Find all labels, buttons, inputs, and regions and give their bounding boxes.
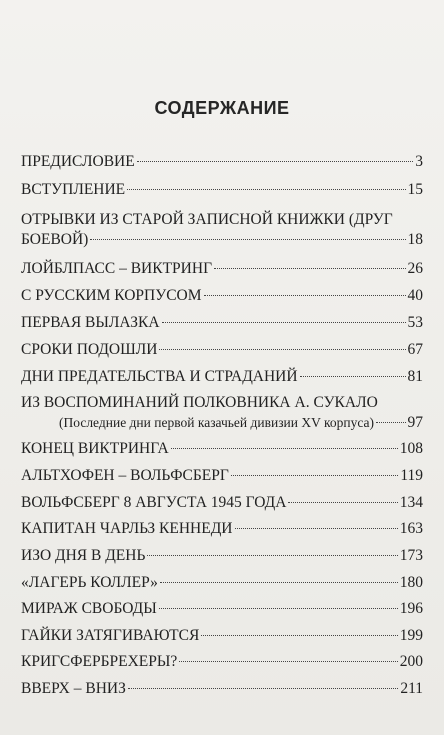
toc-entry-subtitle: (Последние дни первой казачьей дивизии XV корпуса) bbox=[59, 415, 374, 430]
toc-entry-title: ГАЙКИ ЗАТЯГИВАЮТСЯ bbox=[21, 627, 200, 644]
toc-entry-title: АЛЬТХОФЕН – ВОЛЬФСБЕРГ bbox=[21, 467, 229, 484]
toc-entry-title: МИРАЖ СВОБОДЫ bbox=[21, 600, 157, 617]
toc-entry[interactable] bbox=[21, 286, 423, 306]
dot-leader bbox=[147, 555, 397, 556]
dot-leader bbox=[214, 268, 405, 269]
dot-leader bbox=[376, 422, 406, 423]
toc-entry-page: 180 bbox=[399, 574, 423, 591]
dot-leader bbox=[159, 349, 405, 350]
toc-entry-page: 40 bbox=[407, 287, 423, 304]
dot-leader bbox=[90, 239, 405, 240]
toc-entry-page: 134 bbox=[399, 494, 423, 511]
toc-entry[interactable] bbox=[21, 180, 423, 200]
dot-leader bbox=[128, 688, 398, 689]
dot-leader bbox=[127, 189, 405, 190]
toc-entry[interactable] bbox=[21, 259, 423, 279]
toc-entry-title: КРИГСФЕРБРЕХЕРЫ? bbox=[21, 653, 178, 670]
dot-leader bbox=[231, 475, 399, 476]
toc-entry-page: 196 bbox=[399, 600, 423, 617]
toc-entry-page: 97 bbox=[407, 414, 423, 431]
toc-entry-page: 3 bbox=[415, 153, 423, 170]
toc-entry-page: 81 bbox=[407, 368, 423, 385]
toc-entry-title: ПРЕДИСЛОВИЕ bbox=[21, 153, 135, 170]
toc-entry[interactable] bbox=[21, 340, 423, 360]
toc-entry-page: 119 bbox=[400, 467, 423, 484]
toc-entry[interactable] bbox=[21, 679, 423, 699]
toc-entry-title: «ЛАГЕРЬ КОЛЛЕР» bbox=[21, 574, 158, 591]
toc-entry[interactable] bbox=[21, 546, 423, 566]
toc-entry-page: 15 bbox=[407, 181, 423, 198]
toc-entry-title: ДНИ ПРЕДАТЕЛЬСТВА И СТРАДАНИЙ bbox=[21, 368, 298, 385]
toc-entry[interactable] bbox=[21, 493, 423, 513]
toc-entry[interactable] bbox=[21, 599, 423, 619]
dot-leader bbox=[204, 295, 406, 296]
toc-entry[interactable] bbox=[21, 466, 423, 486]
dot-leader bbox=[160, 582, 398, 583]
toc-entry[interactable] bbox=[21, 626, 423, 646]
toc-entry-title: ВВЕРХ – ВНИЗ bbox=[21, 680, 126, 697]
toc-entry-page: 26 bbox=[407, 260, 423, 277]
toc-entry[interactable] bbox=[21, 519, 423, 539]
toc-entry[interactable] bbox=[21, 439, 423, 459]
dot-leader bbox=[162, 322, 406, 323]
toc-entry[interactable] bbox=[21, 393, 423, 433]
toc-entry-page: 53 bbox=[407, 314, 423, 331]
dot-leader bbox=[201, 635, 397, 636]
dot-leader bbox=[159, 608, 398, 609]
toc-entry-title: КАПИТАН ЧАРЛЬЗ КЕННЕДИ bbox=[21, 520, 233, 537]
toc-entry[interactable] bbox=[21, 652, 423, 672]
toc-entry-title: С РУССКИМ КОРПУСОМ bbox=[21, 287, 202, 304]
dot-leader bbox=[235, 528, 398, 529]
toc-entry-title-line1: ОТРЫВКИ ИЗ СТАРОЙ ЗАПИСНОЙ КНИЖКИ (ДРУГ bbox=[21, 211, 393, 228]
toc-entry-title: ВОЛЬФСБЕРГ 8 АВГУСТА 1945 ГОДА bbox=[21, 494, 287, 511]
toc-entry-title: ВСТУПЛЕНИЕ bbox=[21, 181, 126, 198]
dot-leader bbox=[288, 502, 397, 503]
dot-leader bbox=[300, 376, 406, 377]
toc-entry[interactable] bbox=[21, 367, 423, 387]
toc-entry-title: ПЕРВАЯ ВЫЛАЗКА bbox=[21, 314, 160, 331]
toc-entry-title: ЛОЙБЛПАСС – ВИКТРИНГ bbox=[21, 260, 213, 277]
toc-entry-page: 211 bbox=[400, 680, 423, 697]
page-title: СОДЕРЖАНИЕ bbox=[154, 98, 290, 118]
toc-entry-title-line1: ИЗ ВОСПОМИНАНИЙ ПОЛКОВНИКА А. СУКАЛО bbox=[21, 394, 378, 411]
toc-entry[interactable] bbox=[21, 573, 423, 593]
toc-entry-page: 18 bbox=[407, 231, 423, 248]
toc-entry-title: КОНЕЦ ВИКТРИНГА bbox=[21, 440, 169, 457]
dot-leader bbox=[179, 661, 398, 662]
dot-leader bbox=[171, 448, 398, 449]
toc-entry[interactable] bbox=[21, 152, 423, 172]
dot-leader bbox=[137, 161, 414, 162]
toc-entry[interactable] bbox=[21, 210, 423, 250]
toc-entry-page: 67 bbox=[407, 341, 423, 358]
toc-entry-title: ИЗО ДНЯ В ДЕНЬ bbox=[21, 547, 146, 564]
toc-entry-page: 108 bbox=[399, 440, 423, 457]
toc-entry-page: 163 bbox=[399, 520, 423, 537]
toc-entry-title: БОЕВОЙ) bbox=[21, 231, 89, 248]
toc-entry[interactable] bbox=[21, 313, 423, 333]
toc-entry-page: 200 bbox=[399, 653, 423, 670]
toc-entry-page: 173 bbox=[399, 547, 423, 564]
toc-entry-page: 199 bbox=[399, 627, 423, 644]
toc-entry-title: СРОКИ ПОДОШЛИ bbox=[21, 341, 158, 358]
